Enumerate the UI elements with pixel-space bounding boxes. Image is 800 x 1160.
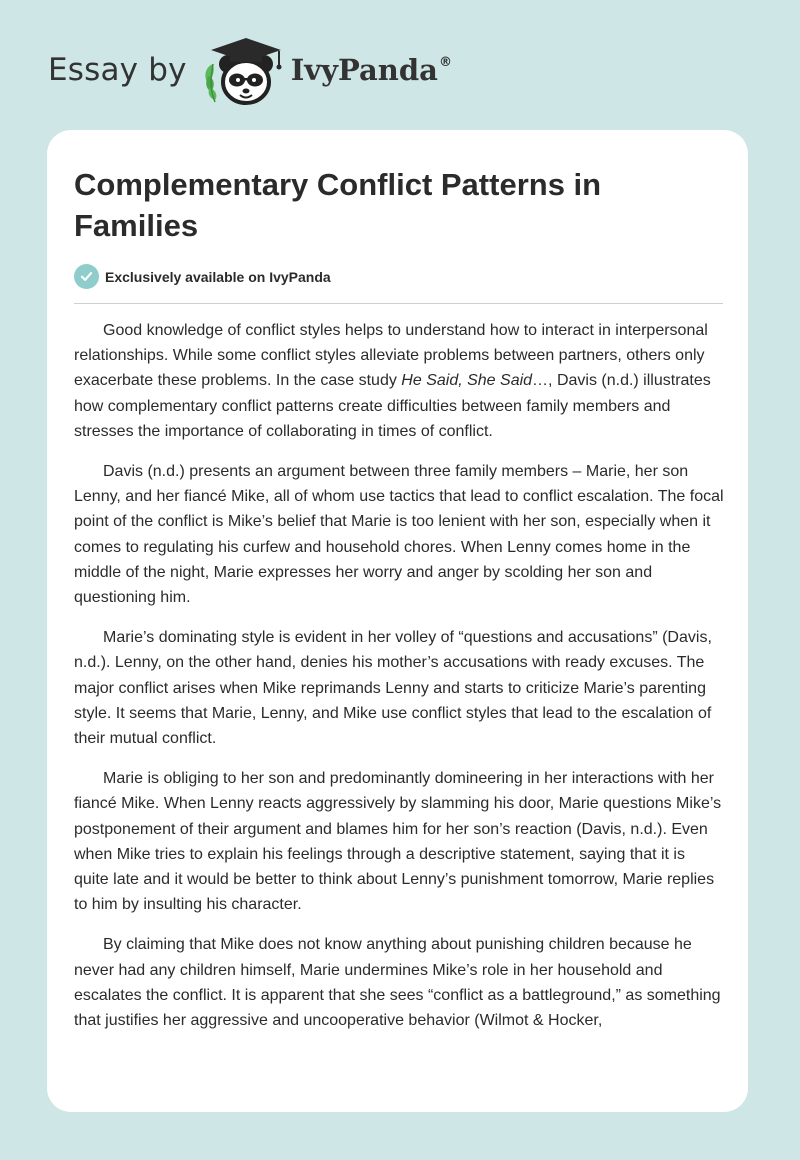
exclusive-label: Exclusively available on IvyPanda [105,268,331,285]
page-title: Complementary Conflict Patterns in Families [74,167,602,243]
paragraph: Marie is obliging to her son and predominantly domineering in her interactions with her fiancé Mike. When Lenny reacts aggressively by slamming his door, Marie questions Mike’s postponement of their argument and blames him for her son’s reaction (Davis, n.d.). Even when Mike tries to explain his feelings through a descriptive statement, saying that it is quite late and it would be better to think about Lenny’s punishment tomorrow, Marie replies to him by insulting his character. [74,770,722,914]
paragraph: Marie’s dominating style is evident in her volley of “questions and accusations” (Davis, n.d.). Lenny, on the other hand, denies his mother’s accusations with ready excuses. The major conflict arises when Mike reprimands Lenny and starts to criticize Marie’s parenting style. It seems that Marie, Lenny, and Mike use conflict styles that lead to the escalation of their mutual conflict. [74,629,712,748]
registered-mark: ® [438,55,452,70]
site-header [48,30,452,110]
paragraph: Davis (n.d.) presents an argument between three family members – Marie, her son Lenny, and her fiancé Mike, all of whom use tactics that lead to conflict escalation. The focal point of the conflict is Mike’s belief that Marie is too lenient with her son, especially when it comes to regulating his curfew and household chores. When Lenny comes home in the middle of the night, Marie expresses her worry and anger by scolding her son and questioning him. [74,463,724,607]
paragraph: By claiming that Mike does not know anything about punishing children because he never had any children himself, Marie undermines Mike’s role in her household and escalates the conflict. It is apparent that she sees “conflict as a battleground,” as something that justifies her aggressive and uncooperative behavior (Wilmot & Hocker, [74,936,721,1030]
essay-card [47,130,748,1112]
divider [74,303,723,304]
paragraph: Good knowledge of conflict styles helps to understand how to interact in interpersonal relationships. While some conflict styles alleviate problems between partners, others only exacerbate these problems. In the case study He Said, She Said…, Davis (n.d.) illustrates how complementary conflict patterns create difficulties between family members and stresses the importance of collaborating in times of conflict. [74,322,711,440]
case-study-title: He Said, She Said [401,372,533,390]
exclusive-badge [74,264,331,289]
essay-body [74,318,724,1048]
check-circle-icon [74,264,99,289]
panda-graduate-icon [201,30,289,110]
brand-name: IvyPanda® [290,53,452,87]
ivypanda-logo[interactable] [201,30,452,110]
essay-by-label: Essay by [48,52,187,88]
